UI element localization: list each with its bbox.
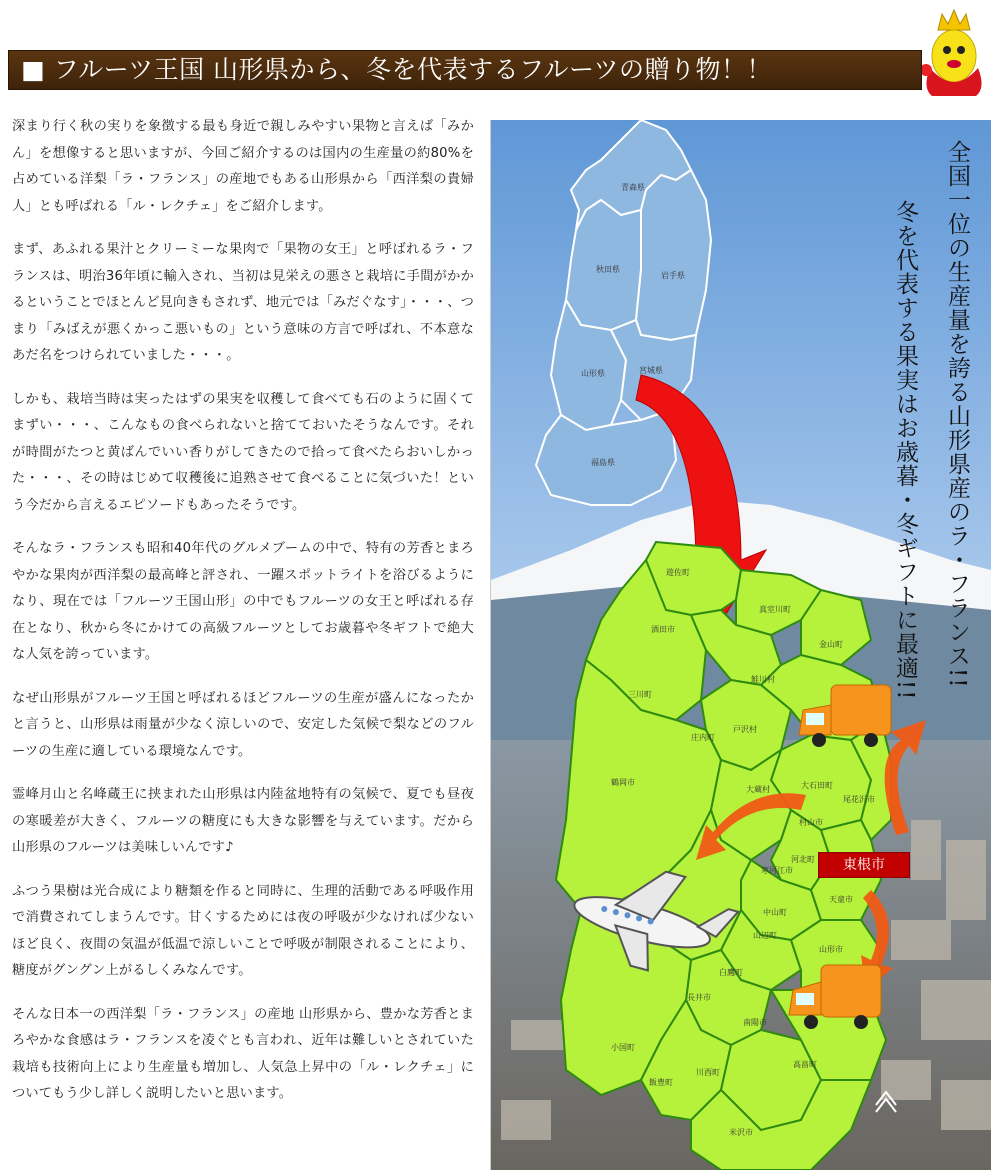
city-label: 高畠町 [793, 1060, 817, 1069]
city-label: 村山市 [799, 818, 823, 827]
city-label: 山形市 [819, 945, 843, 954]
city-label: 庄内町 [691, 733, 715, 742]
pref-label: 岩手県 [661, 271, 685, 280]
pref-label: 山形県 [581, 369, 605, 378]
pref-label: 青森県 [621, 183, 645, 192]
city-label: 米沢市 [729, 1128, 753, 1137]
paragraph: ふつう果樹は光合成により糖類を作ると同時に、生理的活動である呼吸作用で消費されてしまうんです。甘くするためには夜の呼吸が少なければ少ないほど良く、夜間の気温が低温で涼しいことで呼吸が制限されることにより、糖度がグングン上がるしくみなんです。 [12, 883, 474, 978]
header-title: ■ フルーツ王国 山形県から、冬を代表するフルーツの贈り物！！ [21, 55, 773, 84]
higashine-city-badge: 東根市 [818, 852, 910, 878]
city-label: 戸沢村 [733, 725, 757, 734]
city-label: 酒田市 [651, 625, 675, 634]
city-label: 遊佐町 [666, 568, 690, 577]
callout-line-2: 冬を代表する果実はお歳暮・冬ギフトに最適!! [892, 200, 918, 701]
city-label: 三川町 [628, 690, 652, 699]
paragraph: 霊峰月山と名峰蔵王に挟まれた山形県は内陸盆地特有の気候で、夏でも昼夜の寒暖差が大きく、フルーツの糖度にも大きな影響を与えています。だから山形県のフルーツは美味しいんです♪ [12, 787, 474, 855]
callout-line-1: 全国一位の生産量を誇る山形県産のラ・フランス!! [944, 140, 970, 689]
pref-label: 福島県 [591, 458, 615, 467]
pear-king-mascot-icon [918, 8, 990, 100]
city-label: 天童市 [829, 895, 853, 904]
paragraph: しかも、栽培当時は実ったはずの果実を収穫して食べても石のように固くてまずい・・・、こんなもの食べられないと捨てておいたそうなんです。それが時間がたつと黄ばんでいい香りがしてきたので拾って食べたらおいしかった・・・、その時はじめて収穫後に追熟させて食べることに気づいた！という今だから言えるエピソードもあったそうです。 [12, 391, 474, 513]
city-label: 長井市 [687, 993, 711, 1002]
article-body [12, 114, 474, 1125]
pref-label: 宮城県 [639, 366, 663, 375]
iwate-region [636, 170, 711, 340]
city-label: 河北町 [791, 855, 815, 864]
city-label: 山辺町 [753, 931, 777, 940]
pref-label: 秋田県 [596, 265, 620, 274]
city-label: 中山町 [763, 908, 787, 917]
city-label: 南陽市 [743, 1018, 767, 1027]
city-label: 鮭川村 [751, 675, 775, 684]
city-label: 寒河江市 [761, 866, 793, 875]
city-label: 鶴岡市 [611, 778, 635, 787]
city-label: 大蔵村 [746, 785, 770, 794]
section-header [8, 50, 922, 90]
paragraph: 深まり行く秋の実りを象徴する最も身近で親しみやすい果物と言えば「みかん」を想像すると思いますが、今回ご紹介するのは国内の生産量の約80%を占めている洋梨「ラ・フランス」の産地でもある山形県から「西洋梨の貴婦人」とも呼ばれる「ル・レクチェ」をご紹介します。 [12, 119, 474, 214]
city-label: 真室川町 [759, 605, 791, 614]
city-label: 大石田町 [801, 781, 833, 790]
city-label: 川西町 [696, 1068, 720, 1077]
city-label: 金山町 [819, 640, 843, 649]
city-label: 飯豊町 [649, 1078, 673, 1087]
city-label: 白鷹町 [719, 968, 743, 977]
paragraph: まず、あふれる果汁とクリーミーな果肉で「果物の女王」と呼ばれるラ・フランスは、明治36年頃に輸入され、当初は見栄えの悪さと栽培に手間がかかるということでほとんど見向きもされず、地元では「みだぐなす」・・・、つまり「みばえが悪くかっこ悪いもの」という意味の方言で呼ばれ、不本意なあだ名をつけられていました・・・。 [12, 242, 474, 363]
city-label: 小国町 [611, 1043, 635, 1052]
paragraph: そんな日本一の西洋梨「ラ・フランス」の産地 山形県から、豊かな芳香とまろやかな食感はラ・フランスを凌ぐとも言われ、近年は難しいとされていた栽培も技術向上により生産量も増加し、人気急上昇中の「ル・レクチェ」についてもう少し詳しく説明したいと思います。 [12, 1006, 474, 1101]
paragraph: なぜ山形県がフルーツ王国と呼ばれるほどフルーツの生産が盛んになったかと言うと、山形県は雨量が少なく涼しいので、安定した気候で梨などのフルーツの生産に適している環境なんです。 [12, 690, 474, 759]
city-label: 尾花沢市 [843, 795, 875, 804]
paragraph: そんなラ・フランスも昭和40年代のグルメブームの中で、特有の芳香とまろやかな果肉が西洋梨の最高峰と評され、一躍スポットライトを浴びるようになり、現在では「フルーツ王国山形」の中でもフルーツの女王と呼ばれる存在となり、秋から冬にかけての高級フルーツとしてお歳暮や冬ギフトで絶大な人気を誇っています。 [12, 541, 474, 662]
